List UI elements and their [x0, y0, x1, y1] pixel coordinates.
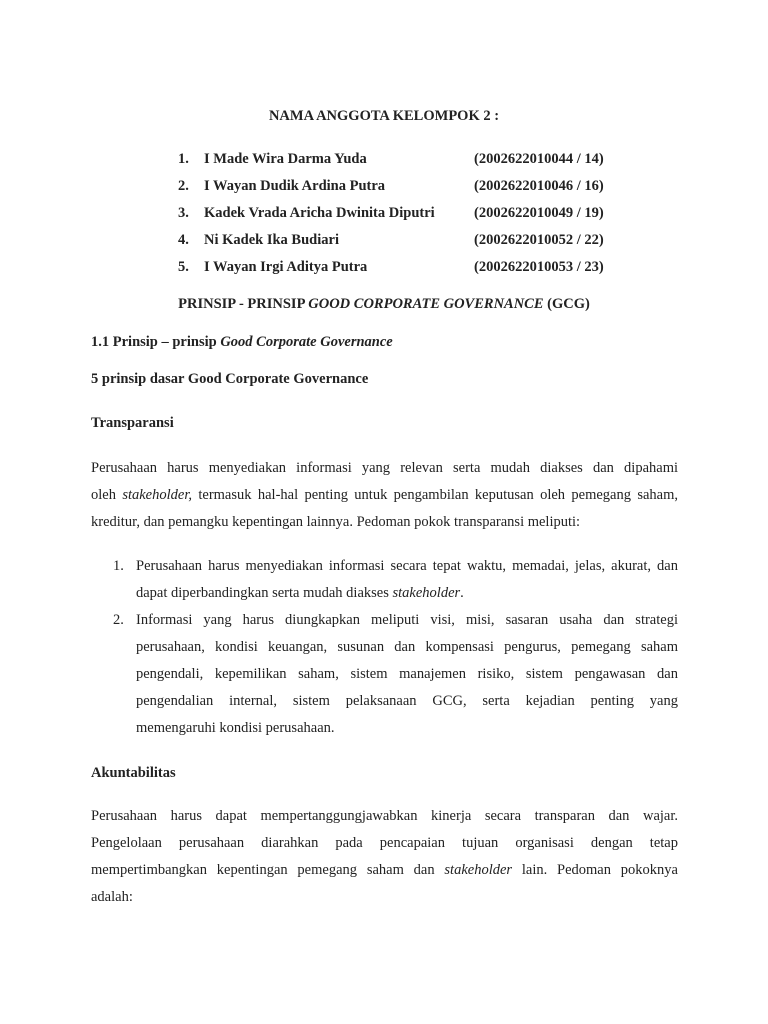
list-item [91, 553, 678, 607]
list-item-line: pengendali, kepemilikan saham, sistem manajemen risiko, sistem pengawasan dan [136, 666, 678, 682]
section-1-1-prefix: 1.1 Prinsip – prinsip [91, 334, 221, 350]
text-run: termasuk hal-hal penting untuk pengambilan keputusan oleh pemegang saham, [192, 487, 678, 503]
list-item-line: Perusahaan harus menyediakan informasi secara tepat waktu, memadai, jelas, akurat, dan [136, 558, 678, 574]
text-run: lain. Pedoman pokoknya [512, 862, 678, 878]
list-item [91, 607, 678, 742]
main-heading-suffix: (GCG) [543, 296, 590, 312]
list-item-line [136, 580, 678, 607]
list-item-number: 2. [113, 612, 124, 628]
text-run-italic: stakeholder [444, 862, 513, 878]
section-heading-5-prinsip: 5 prinsip dasar Good Corporate Governance [91, 371, 369, 387]
member-nim: (2002622010049 / 19) [474, 205, 604, 221]
member-nim: (2002622010052 / 22) [474, 232, 604, 248]
text-run-italic: stakeholder [392, 585, 461, 601]
member-nim: (2002622010044 / 14) [474, 151, 604, 167]
member-nim: (2002622010046 / 16) [474, 178, 604, 194]
heading-transparansi: Transparansi [91, 415, 174, 431]
main-heading [0, 296, 768, 313]
text-run: . [460, 585, 464, 601]
list-item-line: memengaruhi kondisi perusahaan. [136, 720, 335, 736]
paragraph-line: Perusahaan harus menyediakan informasi yang relevan serta mudah diakses dan dipahami [91, 460, 678, 476]
member-number: 3. [178, 205, 189, 221]
member-name: I Wayan Irgi Aditya Putra [204, 259, 368, 275]
text-run: mempertimbangkan kepentingan pemegang saham dan [91, 862, 445, 878]
member-row [0, 178, 768, 198]
transparansi-list [91, 553, 678, 742]
member-row [0, 232, 768, 252]
member-number: 4. [178, 232, 189, 248]
list-item-number: 1. [113, 558, 124, 574]
text-run: oleh [91, 487, 123, 503]
member-row [0, 205, 768, 225]
member-number: 1. [178, 151, 189, 167]
paragraph-line: adalah: [91, 889, 133, 905]
paragraph-line: kreditur, dan pemangku kepentingan lainnya. Pedoman pokok transparansi meliputi: [91, 514, 581, 530]
member-name: Kadek Vrada Aricha Dwinita Diputri [204, 205, 435, 221]
paragraph-line: Perusahaan harus dapat mempertanggungjawabkan kinerja secara transparan dan wajar. [91, 808, 678, 824]
member-nim: (2002622010053 / 23) [474, 259, 604, 275]
section-1-1-italic: Good Corporate Governance [220, 334, 393, 350]
member-number: 5. [178, 259, 189, 275]
member-number: 2. [178, 178, 189, 194]
member-name: I Wayan Dudik Ardina Putra [204, 178, 386, 194]
paragraph-akuntabilitas [91, 803, 678, 911]
heading-akuntabilitas: Akuntabilitas [91, 765, 176, 781]
member-row [0, 151, 768, 171]
main-heading-italic: GOOD CORPORATE GOVERNANCE [308, 296, 544, 312]
member-row [0, 259, 768, 279]
main-heading-prefix: PRINSIP - PRINSIP [178, 296, 309, 312]
list-item-line: pengendalian internal, sistem pelaksanaan GCG, serta kejadian penting yang [136, 693, 678, 709]
page-title: NAMA ANGGOTA KELOMPOK 2 : [268, 108, 500, 124]
text-run-italic: stakeholder, [122, 487, 192, 503]
member-name: I Made Wira Darma Yuda [204, 151, 367, 167]
section-heading-1-1 [91, 334, 393, 351]
member-name: Ni Kadek Ika Budiari [204, 232, 339, 248]
paragraph-line: Pengelolaan perusahaan diarahkan pada pencapaian tujuan organisasi dengan tetap [91, 835, 678, 851]
list-item-line: Informasi yang harus diungkapkan meliputi visi, misi, sasaran usaha dan strategi [136, 612, 678, 628]
paragraph-line [91, 857, 678, 884]
paragraph-transparansi [91, 455, 678, 536]
paragraph-line [91, 482, 678, 509]
text-run: dapat diperbandingkan serta mudah diakses [136, 585, 393, 601]
list-item-line: perusahaan, kondisi keuangan, susunan dan kompensasi pengurus, pemegang saham [136, 639, 678, 655]
